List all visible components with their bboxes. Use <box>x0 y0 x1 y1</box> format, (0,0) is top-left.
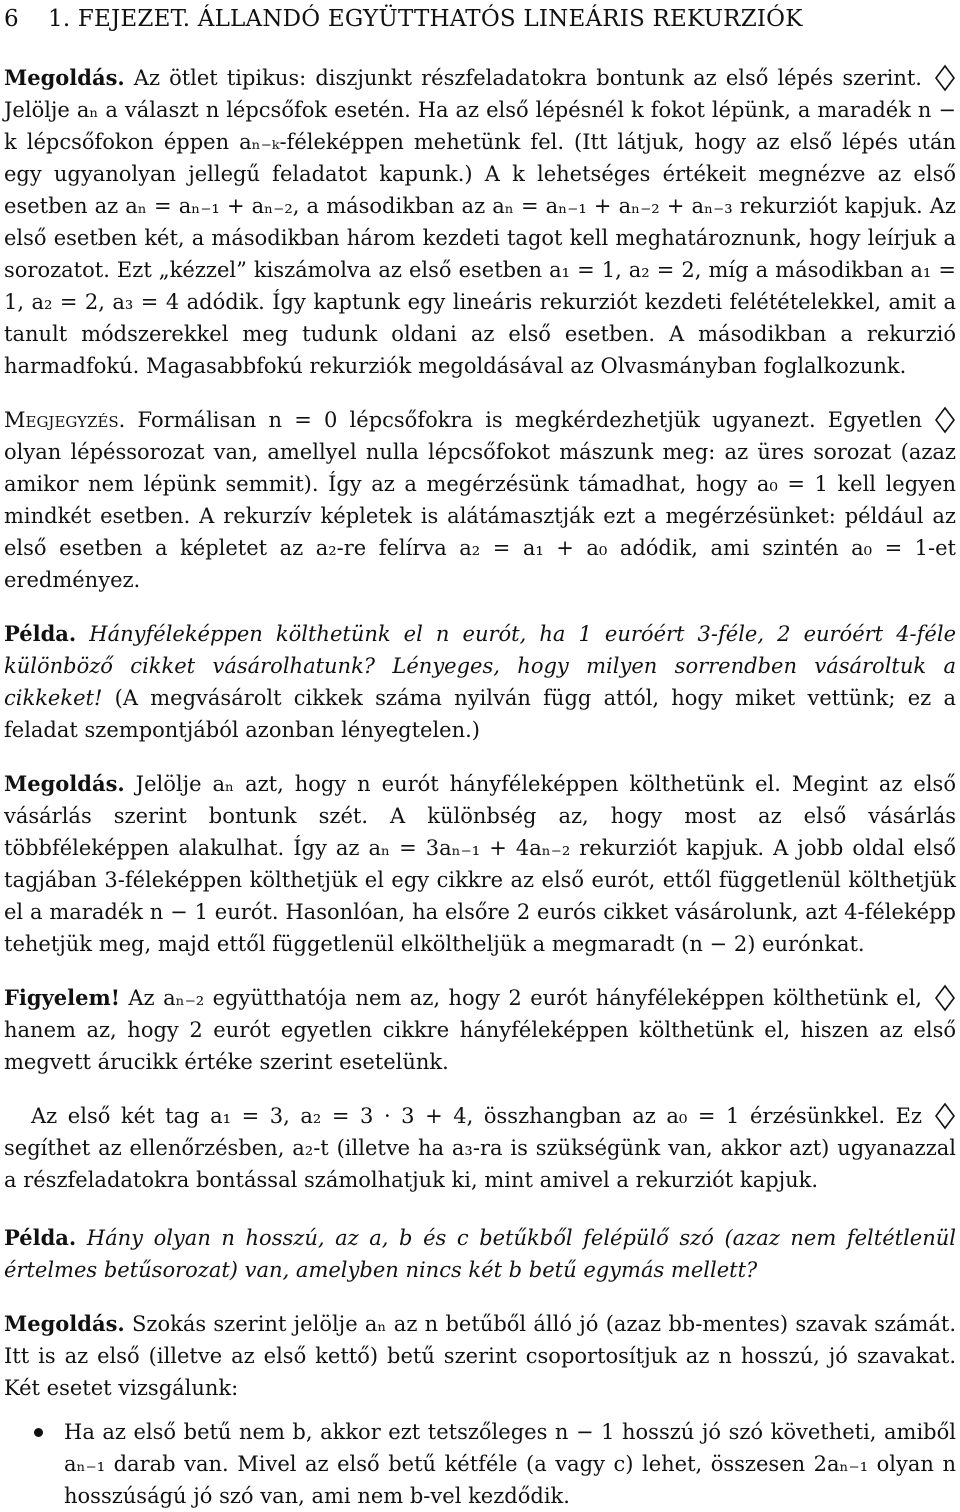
solution-paragraph-3 <box>4 1308 956 1404</box>
check-paragraph <box>4 1100 956 1196</box>
solution-paragraph-1 <box>4 62 956 382</box>
end-of-proof-diamond-icon <box>934 982 956 1012</box>
block-label: Példa. <box>4 621 77 646</box>
example-paragraph-2 <box>4 1222 956 1286</box>
example-statement: Hányféleképpen költhetünk el n eurót, ha 1 euróért 3-féle, 2 euróért 4-féle különböző cikket vásárolhatunk? Lényeges, hogy milyen sorrendben vásároltuk a cikkeket! <box>4 622 956 710</box>
block-label: Megoldás. <box>4 771 125 796</box>
block-text: Az első két tag a₁ = 3, a₂ = 3 · 3 + 4, összhangban az a₀ = 1 érzésünkkel. Ez segíthet az ellenőrzésben, a₂-t (illetve ha a₃-ra is szükségünk van, akkor azt) ugyanazzal a részfeladatokra bontással számolhatjuk ki, mint amivel a rekurziót kapjuk. <box>4 1104 956 1192</box>
example-paragraph-1 <box>4 618 956 746</box>
page-body <box>4 62 956 1512</box>
block-text: Ha az első betű nem b, akkor ezt tetszőleges n − 1 hosszú jó szó követheti, amiből aₙ₋₁ darab van. Mivel az első betű kétféle (a vagy c) lehet, összesen 2aₙ₋₁ olyan n hosszúságú jó szó van, ami nem b-vel kezdődik. <box>64 1420 956 1508</box>
case-list <box>4 1416 956 1512</box>
solution-paragraph-2 <box>4 768 956 960</box>
block-text: Az aₙ₋₂ együtthatója nem az, hogy 2 eurót hányféleképpen költhetünk el, hanem az, hogy 2 eurót egyetlen cikkre hányféleképpen költhetünk el, hiszen az első megvett árucikk értéke szerint esetelünk. <box>4 986 956 1074</box>
chapter-title: 1. FEJEZET. ÁLLANDÓ EGYÜTTHATÓS LINEÁRIS REKURZIÓK <box>48 6 803 32</box>
block-label: Megjegyzés. <box>4 408 126 432</box>
block-text: Jelölje aₙ azt, hogy n eurót hányféleképpen költhetünk el. Megint az első vásárlás szerint bontunk szét. A különbség az, hogy most az első vásárlás többféleképpen alakulhat. Így az aₙ = 3aₙ₋₁ + 4aₙ₋₂ rekurziót kapjuk. A jobb oldal első tagjában 3-féleképpen költhetjük el egy cikkre az első eurót, ettől függetlenül költhetjük el a maradék n − 1 eurót. Hasonlóan, ha elsőre 2 eurós cikket vásárolunk, azt 4-féleképp tehetjük meg, majd ettől függetlenül elköltheljük a megmaradt (n − 2) eurónkat. <box>4 772 956 956</box>
example-statement: Hány olyan n hosszú, az a, b és c betűkből felépülő szó (azaz nem feltétlenül értelmes betűsorozat) van, amelyben nincs két b betű egymás mellett? <box>4 1226 956 1282</box>
end-of-proof-diamond-icon <box>934 1100 956 1130</box>
block-text: Formálisan n = 0 lépcsőfokra is megkérdezhetjük ugyanezt. Egyetlen olyan lépéssorozat van, amellyel nulla lépcsőfokot mászunk meg: az üres sorozat (azaz amikor nem lépünk semmit). Így az a megérzésünk támadhat, hogy a₀ = 1 kell legyen mindkét esetben. A rekurzív képletek is alátámasztják ezt a megérzésünket: például az első esetben a képletet az a₂-re felírva a₂ = a₁ + a₀ adódik, ami szintén a₀ = 1-et eredményez. <box>4 408 956 592</box>
remark-paragraph <box>4 404 956 596</box>
end-of-proof-diamond-icon <box>934 404 956 434</box>
page-number: 6 <box>4 6 19 32</box>
block-text: Az ötlet tipikus: diszjunkt részfeladatokra bontunk az első lépés szerint. Jelölje aₙ a választ n lépcsőfok esetén. Ha az első lépésnél k fokot lépünk, a maradék n − k lépcsőfokon éppen aₙ₋ₖ-féleképpen mehetünk fel. (Itt látjuk, hogy az első lépés után egy ugyanolyan jellegű feladatot kapunk.) A k lehetséges értékeit megnézve az első esetben az aₙ = aₙ₋₁ + aₙ₋₂, a másodikban az aₙ = aₙ₋₁ + aₙ₋₂ + aₙ₋₃ rekurziót kapjuk. Az első esetben két, a másodikban három kezdeti tagot kell meghatároznunk, hogy leírjuk a sorozatot. Ezt „kézzel” kiszámolva az első esetben a₁ = 1, a₂ = 2, míg a másodikban a₁ = 1, a₂ = 2, a₃ = 4 adódik. Így kaptunk egy lineáris rekurziót kezdeti felétételekkel, amit a tanult módszerekkel meg tudunk oldani az első esetben. A másodikban a rekurzió harmadfokú. Magasabbfokú rekurziók megoldásával az Olvasmányban foglalkozunk. <box>4 66 956 378</box>
running-header <box>4 4 956 34</box>
block-text: (A megvásárolt cikkek száma nyilván függ attól, hogy miket vettünk; ez a feladat szempontjából azonban lényegtelen.) <box>4 686 956 742</box>
list-item <box>4 1416 956 1512</box>
block-text: Szokás szerint jelölje aₙ az n betűből álló jó (azaz bb-mentes) szavak számát. Itt is az első (illetve az első kettő) betű szerint csoportosítjuk az n hosszú, jó szavakat. Két esetet vizsgálunk: <box>4 1312 956 1400</box>
block-label: Példa. <box>4 1225 77 1250</box>
block-label: Megoldás. <box>4 1311 125 1336</box>
warning-paragraph <box>4 982 956 1078</box>
end-of-proof-diamond-icon <box>934 62 956 92</box>
block-label: Figyelem! <box>4 985 120 1010</box>
bullet-icon <box>34 1428 43 1437</box>
block-label: Megoldás. <box>4 65 125 90</box>
